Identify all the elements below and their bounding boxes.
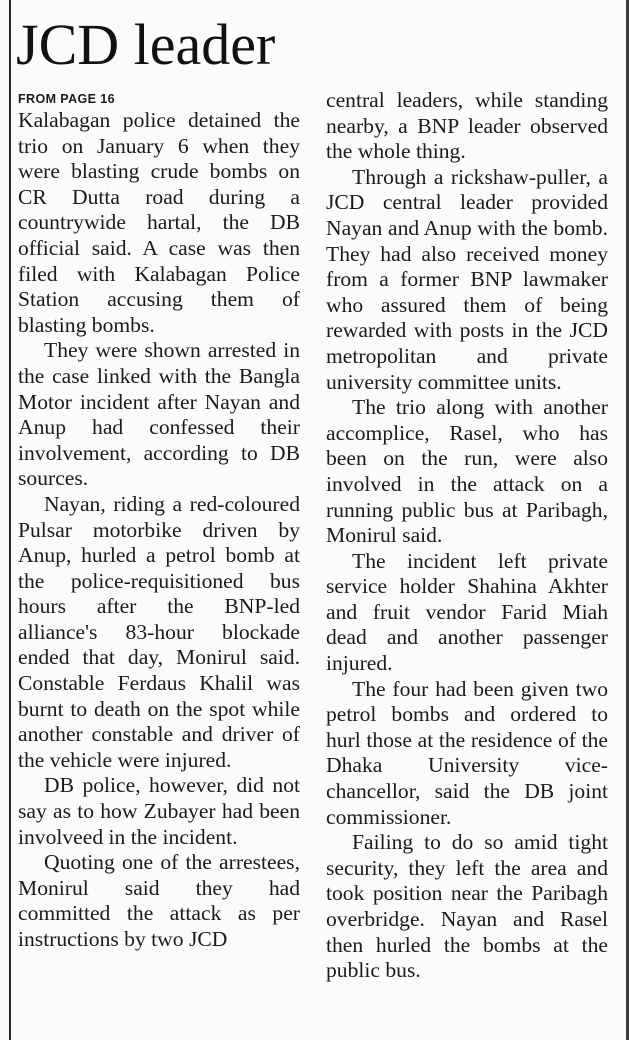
paragraph: The trio along with another accomplice, Rasel, who has been on the run, were also involved in the attack on a running public bus at Paribagh, Monirul said. bbox=[326, 395, 608, 548]
paragraph: Nayan, riding a red-coloured Pulsar motorbike driven by Anup, hurled a petrol bomb at the police-requisitioned bus hours after the BNP-led alliance's 83-hour blockade ended that day, Monirul said. Constable Ferdaus Khalil was burnt to death on the spot while another constable and driver of the vehicle were injured. bbox=[18, 491, 300, 772]
paragraph: Quoting one of the arrestees, Monirul said they had committed the attack as per instructions by two JCD bbox=[18, 850, 300, 951]
paragraph: They were shown arrested in the case linked with the Bangla Motor incident after Nayan and Anup had confessed their involvement, according to DB sources. bbox=[18, 338, 300, 491]
paragraph: Failing to do so amid tight security, they left the area and took position near the Paribagh overbridge. Nayan and Rasel then hurled the bombs at the public bus. bbox=[326, 830, 608, 983]
continuation-kicker: FROM PAGE 16 bbox=[18, 92, 115, 106]
paragraph: Kalabagan police detained the trio on January 6 when they were blasting crude bombs on CR Dutta road during a countrywide hartal, the DB official said. A case was then filed with Kalabagan Police Station accusing them of blasting bombs. bbox=[18, 108, 300, 337]
paragraph: The four had been given two petrol bombs and ordered to hurl those at the residence of the Dhaka University vice-chancellor, said the DB joint commissioner. bbox=[326, 676, 608, 829]
paragraph: The incident left private service holder Shahina Akhter and fruit vendor Farid Miah dead and another passenger injured. bbox=[326, 548, 608, 676]
paragraph: central leaders, while standing nearby, a BNP leader observed the whole thing. bbox=[326, 88, 608, 164]
headline: JCD leader bbox=[16, 12, 276, 77]
left-column bbox=[18, 92, 300, 953]
paragraph: Through a rickshaw-puller, a JCD central leader provided Nayan and Anup with the bomb. They had also received money from a former BNP lawmaker who assured them of being rewarded with posts in the JCD metropolitan and private university committee units. bbox=[326, 164, 608, 394]
paragraph: DB police, however, did not say as to how Zubayer had been involveed in the incident. bbox=[18, 773, 300, 849]
left-border-rule bbox=[9, 0, 11, 1040]
right-column bbox=[326, 88, 608, 984]
